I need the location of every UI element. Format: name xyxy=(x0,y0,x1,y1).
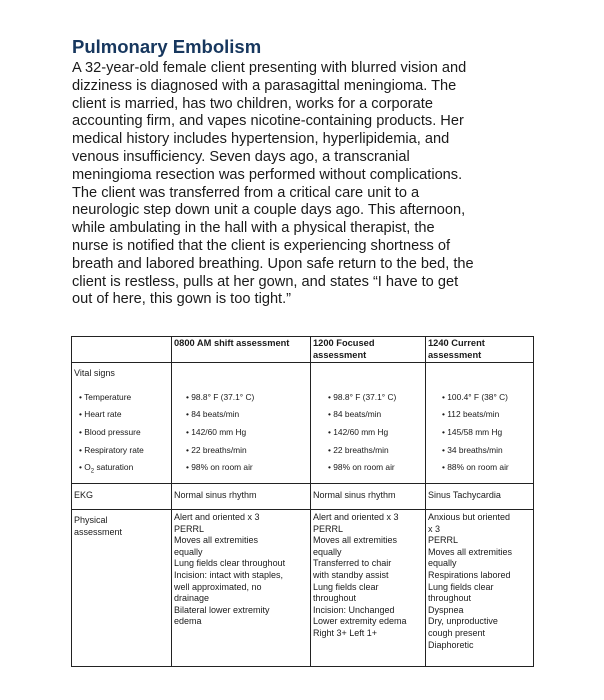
physical-1200 xyxy=(313,512,407,640)
assessment-table xyxy=(71,336,534,667)
vital-item-label: O xyxy=(84,462,91,472)
case-line: accounting firm, and vapes nicotine-containing products. Her xyxy=(72,113,464,130)
header-1200-line1: 1200 Focused xyxy=(313,338,375,348)
value: 112 beats/min xyxy=(447,409,500,419)
document xyxy=(72,36,538,309)
vital-value-0800 xyxy=(186,462,253,474)
ekg-1240: Sinus Tachycardia xyxy=(428,490,501,500)
bullet: • xyxy=(186,427,189,437)
value: 145/58 mm Hg xyxy=(447,427,503,437)
bullet: • xyxy=(79,462,82,472)
vital-signs-label: Vital signs xyxy=(74,368,115,378)
page-title: Pulmonary Embolism xyxy=(72,36,262,57)
bullet: • xyxy=(328,445,331,455)
case-line: out of here, this gown is too tight.” xyxy=(72,291,292,308)
bullet: • xyxy=(442,427,445,437)
vital-value-0800 xyxy=(186,445,247,457)
vital-value-1200 xyxy=(328,409,381,421)
value: 84 beats/min xyxy=(191,409,240,419)
bullet: • xyxy=(328,427,331,437)
phys-line: PERRL xyxy=(174,523,205,534)
phys-line: Moves all extremities xyxy=(313,535,398,546)
vital-value-1240 xyxy=(442,409,499,421)
value: 98.8° F (37.1° C) xyxy=(333,392,397,402)
case-line: medical history includes hypertension, hyperlipidemia, and xyxy=(72,131,450,148)
phys-line: Bilateral lower extremity xyxy=(174,604,270,615)
case-line: client is restless, pulls at her gown, and states “I have to get xyxy=(72,273,459,290)
bullet: • xyxy=(79,445,82,455)
case-line: meningioma resection was performed without complications. xyxy=(72,166,463,183)
phys-line: Right 3+ Left 1+ xyxy=(313,627,378,638)
bullet: • xyxy=(186,392,189,402)
case-line: The client was transferred from a critical care unit to a xyxy=(72,184,420,201)
vital-value-1240 xyxy=(442,445,503,457)
value: 98% on room air xyxy=(333,462,395,472)
phys-line: Alert and oriented x 3 xyxy=(174,512,260,522)
case-line: while ambulating in the hall with a physical therapist, the xyxy=(72,220,435,237)
vital-value-1200 xyxy=(328,392,396,404)
case-line: client is married, has two children, works for a corporate xyxy=(72,95,433,112)
phys-line: equally xyxy=(313,546,342,557)
vital-value-1240 xyxy=(442,392,508,404)
table-row-divider xyxy=(72,483,533,484)
phys-line: Lung fields clear xyxy=(428,581,494,592)
value: 22 breaths/min xyxy=(191,445,247,455)
vital-item-label: Respiratory rate xyxy=(84,445,144,455)
bullet: • xyxy=(442,409,445,419)
phys-line: Dyspnea xyxy=(428,604,464,615)
table-column-divider xyxy=(425,337,426,666)
bullet: • xyxy=(79,409,82,419)
vital-value-1200 xyxy=(328,445,389,457)
table-row-divider xyxy=(72,362,533,363)
phys-line: edema xyxy=(174,616,202,627)
bullet: • xyxy=(442,392,445,402)
subscript: 2 xyxy=(90,468,95,475)
bullet: • xyxy=(328,462,331,472)
bullet: • xyxy=(186,445,189,455)
physical-1240 xyxy=(428,512,512,651)
phys-line: Incision: Unchanged xyxy=(313,604,395,615)
vital-item xyxy=(79,427,141,439)
vital-item-label: Heart rate xyxy=(84,409,122,419)
bullet: • xyxy=(79,427,82,437)
value: 100.4° F (38° C) xyxy=(447,392,508,402)
case-line: nurse is notified that the client is experiencing shortness of xyxy=(72,237,451,254)
phys-line: Dry, unproductive xyxy=(428,616,498,627)
vital-item-label: Temperature xyxy=(84,392,132,402)
case-line: neurologic step down unit a couple days ago. This afternoon, xyxy=(72,202,466,219)
phys-line: PERRL xyxy=(313,523,344,534)
vital-value-0800 xyxy=(186,392,254,404)
value: 142/60 mm Hg xyxy=(333,427,389,437)
ekg-label: EKG xyxy=(74,490,94,500)
value: 84 beats/min xyxy=(333,409,382,419)
table-column-divider xyxy=(310,337,311,666)
phys-line: Moves all extremities xyxy=(174,535,259,546)
physical-label-line2: assessment xyxy=(74,527,123,537)
phys-line: well approximated, no xyxy=(174,581,262,592)
vital-item-label: saturation xyxy=(94,462,134,472)
value: 34 breaths/min xyxy=(447,445,503,455)
phys-line: Lung fields clear xyxy=(313,581,379,592)
phys-line: Alert and oriented x 3 xyxy=(313,512,399,522)
vital-item xyxy=(79,445,144,457)
header-1240-line2: assessment xyxy=(428,349,482,360)
vital-value-1240 xyxy=(442,427,502,439)
bullet: • xyxy=(442,462,445,472)
bullet: • xyxy=(79,392,82,402)
phys-line: Lower extremity edema xyxy=(313,616,407,627)
phys-line: Diaphoretic xyxy=(428,639,474,650)
vital-value-1200 xyxy=(328,462,395,474)
table-column-divider xyxy=(171,337,172,666)
value: 98.8° F (37.1° C) xyxy=(191,392,255,402)
phys-line: Anxious but oriented xyxy=(428,512,511,522)
header-1200-line2: assessment xyxy=(313,349,367,360)
ekg-1200: Normal sinus rhythm xyxy=(313,490,396,500)
phys-line: equally xyxy=(174,546,203,557)
value: 98% on room air xyxy=(191,462,253,472)
vital-item-label: Blood pressure xyxy=(84,427,141,437)
physical-0800 xyxy=(174,512,285,628)
case-narrative xyxy=(72,60,538,309)
phys-line: Respirations labored xyxy=(428,569,511,580)
value: 142/60 mm Hg xyxy=(191,427,247,437)
value: 22 breaths/min xyxy=(333,445,389,455)
phys-line: throughout xyxy=(428,593,472,604)
case-line: breath and labored breathing. Upon safe return to the bed, the xyxy=(72,255,474,272)
phys-line: Incision: intact with staples, xyxy=(174,569,284,580)
bullet: • xyxy=(328,409,331,419)
vital-item xyxy=(79,462,133,478)
bullet: • xyxy=(186,462,189,472)
case-line: A 32-year-old female client presenting with blurred vision and xyxy=(72,60,467,76)
phys-line: throughout xyxy=(313,593,357,604)
value: 88% on room air xyxy=(447,462,509,472)
header-1240-line1: 1240 Current xyxy=(428,338,485,348)
phys-line: x 3 xyxy=(428,523,441,534)
phys-line: Lung fields clear throughout xyxy=(174,558,286,569)
bullet: • xyxy=(442,445,445,455)
ekg-0800: Normal sinus rhythm xyxy=(174,490,257,500)
bullet: • xyxy=(186,409,189,419)
vital-value-0800 xyxy=(186,409,239,421)
vital-item xyxy=(79,409,122,421)
phys-line: Moves all extremities xyxy=(428,546,513,557)
table-row-divider xyxy=(72,509,533,510)
phys-line: PERRL xyxy=(428,535,459,546)
bullet: • xyxy=(328,392,331,402)
phys-line: drainage xyxy=(174,593,210,604)
phys-line: equally xyxy=(428,558,457,569)
vital-item xyxy=(79,392,131,404)
physical-label-line1: Physical xyxy=(74,515,108,525)
phys-line: with standby assist xyxy=(313,569,389,580)
vital-value-1200 xyxy=(328,427,388,439)
vital-value-1240 xyxy=(442,462,509,474)
case-line: dizziness is diagnosed with a parasagittal meningioma. The xyxy=(72,77,457,94)
header-0800: 0800 AM shift assessment xyxy=(174,338,290,348)
vital-value-0800 xyxy=(186,427,246,439)
phys-line: Transferred to chair xyxy=(313,558,392,569)
phys-line: cough present xyxy=(428,627,486,638)
case-line: venous insufficiency. Seven days ago, a transcranial xyxy=(72,148,410,165)
